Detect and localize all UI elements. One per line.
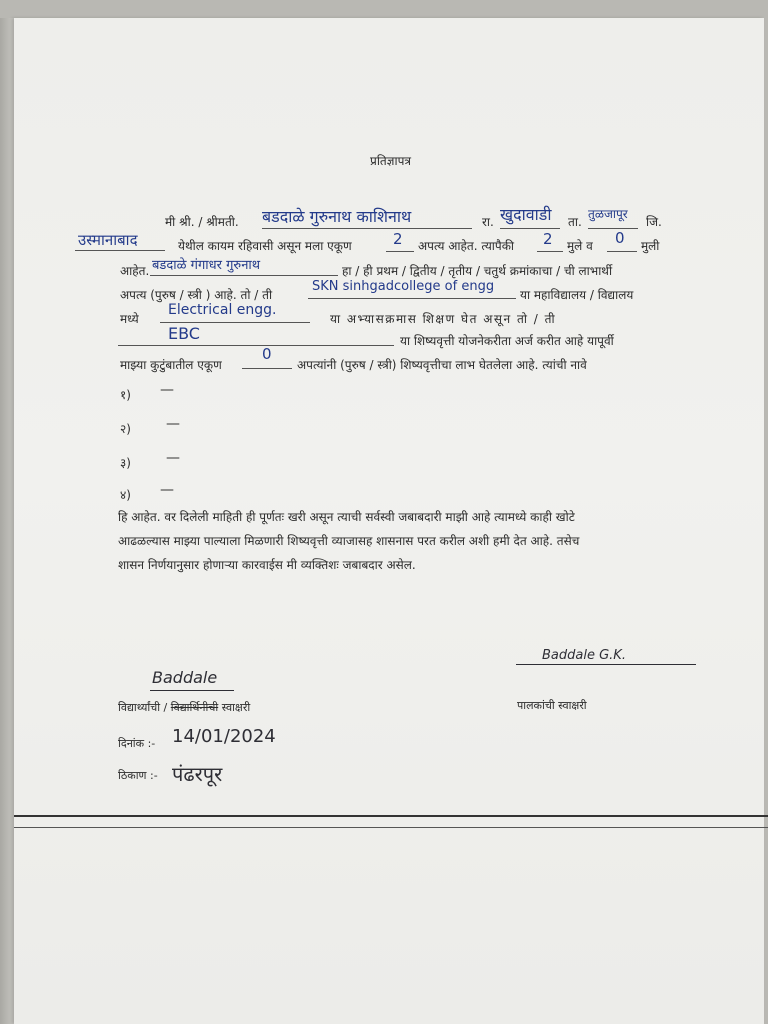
- footer-rule: [14, 827, 768, 828]
- salutation-label: मी श्री. / श्रीमती.: [165, 215, 239, 229]
- student-label-b: विद्यार्थिनीची: [170, 701, 219, 714]
- village-label: रा.: [482, 215, 494, 229]
- student-name: बडदाळे गंगाधर गुरुनाथ: [152, 258, 261, 273]
- village-blank: [500, 228, 560, 229]
- college-blank: [308, 298, 516, 299]
- total-children-blank: [386, 251, 414, 252]
- district-label: जि.: [646, 215, 662, 229]
- line4-start: अपत्य (पुरुष / स्त्री ) आहे. तो / ती: [120, 288, 273, 302]
- parent-signature: Baddale G.K.: [542, 648, 626, 663]
- course-blank: [160, 322, 310, 323]
- taluka-value: तुळजापूर: [588, 207, 628, 221]
- scheme-name: EBC: [168, 324, 200, 343]
- parent-signature-stroke: [516, 664, 696, 665]
- footer-rule: [14, 815, 768, 817]
- student-label-a: विद्यार्थ्यांची /: [118, 701, 168, 714]
- line3-text: हा / ही प्रथम / द्वितीय / तृतीय / चतुर्थ क्रमांकाचा / ची लाभार्थी: [342, 264, 613, 278]
- student-signature-label: [118, 700, 250, 715]
- list-item-number: २): [120, 422, 131, 436]
- date-label: दिनांक :-: [118, 737, 156, 750]
- taluka-blank: [588, 228, 638, 229]
- count-blank: [242, 368, 292, 369]
- list-item-number: ४): [120, 488, 131, 502]
- daughters-text: मुली: [641, 239, 660, 253]
- line7-text: अपत्यांनी (पुरुष / स्त्री) शिष्यवृत्तीचा लाभ घेतलेला आहे. त्यांची नावे: [297, 358, 587, 372]
- applicant-name: बडदाळे गुरुनाथ काशिनाथ: [262, 207, 412, 226]
- date-value: 14/01/2024: [172, 726, 276, 747]
- college-name: SKN sinhgadcollege of engg: [312, 279, 495, 294]
- parent-signature-label: पालकांची स्वाक्षरी: [517, 699, 587, 712]
- line4-text: या महाविद्यालय / विद्यालय: [520, 288, 634, 302]
- list-item-number: ३): [120, 456, 131, 470]
- course-name: Electrical engg.: [168, 302, 277, 318]
- list-item-value: —: [166, 416, 180, 432]
- list-item-value: —: [160, 482, 174, 498]
- document-title: प्रतिज्ञापत्र: [370, 154, 412, 168]
- list-item-number: १): [120, 388, 131, 402]
- sons-text: मुले व: [567, 239, 593, 253]
- district-value: उस्मानाबाद: [78, 231, 138, 249]
- taluka-label: ता.: [568, 215, 582, 229]
- list-item-value: —: [166, 450, 180, 466]
- sons-blank: [537, 251, 563, 252]
- residence-text: येथील कायम रहिवासी असून मला एकूण: [178, 239, 352, 253]
- line6-text: या शिष्यवृत्ती योजनेकरीता अर्ज करीत आहे यापूर्वी: [400, 334, 614, 348]
- daughters-count: 0: [615, 229, 625, 247]
- previous-beneficiaries-count: 0: [262, 345, 272, 363]
- page-edge: [0, 18, 14, 1024]
- line5-start: मध्ये: [120, 312, 139, 326]
- name-blank: [262, 228, 472, 229]
- place-value: पंढरपूर: [172, 762, 223, 786]
- district-blank: [75, 250, 165, 251]
- student-label-c: स्वाक्षरी: [221, 701, 251, 714]
- line3-start: आहेत.: [120, 264, 150, 278]
- declaration-line: हि आहेत. वर दिलेली माहिती ही पूर्णतः खरी असून त्याची सर्वस्वी जबाबदारी माझी आहे त्यामध्ये काही खोटे: [118, 510, 575, 524]
- student-signature-stroke: [150, 690, 234, 691]
- children-text: अपत्य आहेत. त्यापैकी: [418, 239, 515, 253]
- place-label: ठिकाण :-: [118, 769, 158, 782]
- student-signature: Baddale: [152, 668, 218, 687]
- student-name-blank: [150, 275, 338, 276]
- village-value: खुदावाडी: [500, 205, 552, 224]
- scheme-blank: [118, 345, 394, 346]
- line5-text: या अभ्यासक्रमास शिक्षण घेत असून तो / ती: [330, 312, 557, 326]
- line7-start: माझ्या कुटुंबातील एकूण: [120, 358, 222, 372]
- declaration-line: आढळल्यास माझ्या पाल्याला मिळणारी शिष्यवृत्ती व्याजासह शासनास परत करील अशी हमी देत आहे. तसेच: [118, 534, 580, 548]
- sons-count: 2: [543, 230, 553, 248]
- list-item-value: —: [160, 382, 174, 398]
- declaration-line: शासन निर्णयानुसार होणाऱ्या कारवाईस मी व्यक्तिशः जबाबदार असेल.: [118, 558, 416, 572]
- total-children: 2: [393, 230, 403, 248]
- daughters-blank: [607, 251, 637, 252]
